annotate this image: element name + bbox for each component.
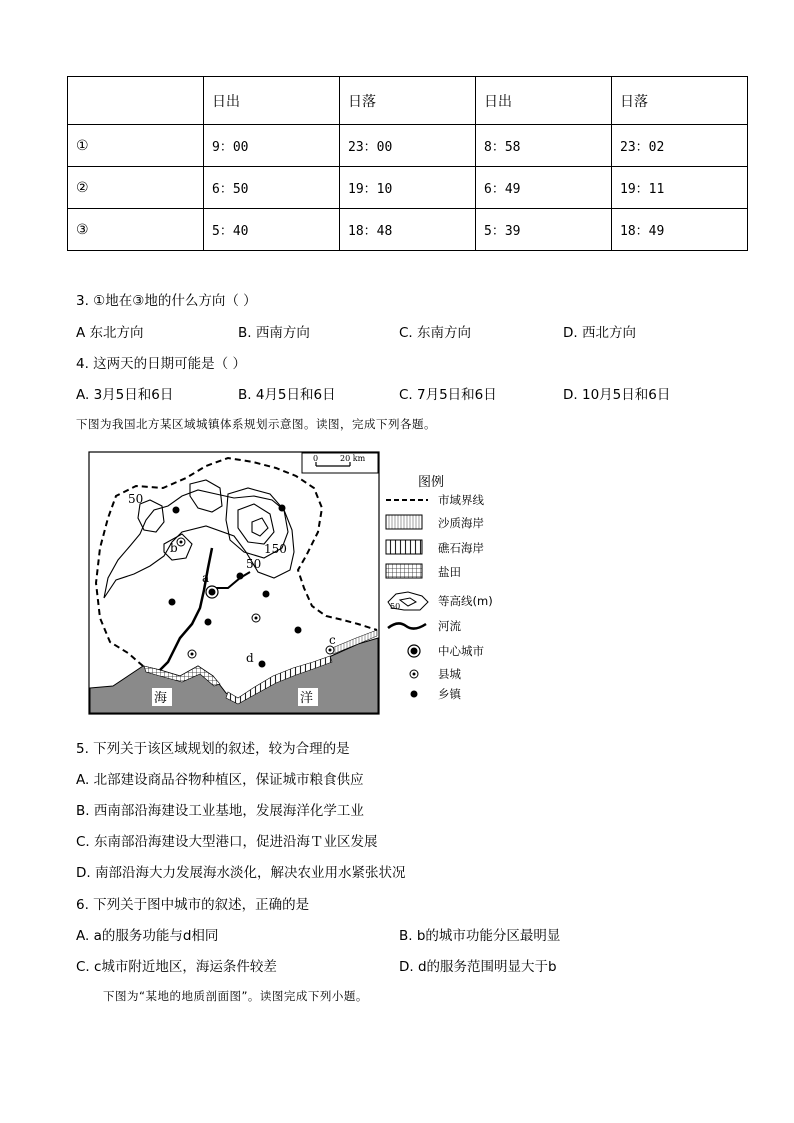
table-cell: 19：10 (340, 167, 476, 209)
row-label: ③ (68, 209, 204, 251)
legend-label: 礁石海岸 (438, 541, 484, 555)
legend-symbol-township (411, 691, 418, 698)
q3-stem: 3. ①地在③地的什么方向（ ） (76, 293, 257, 309)
q3-option-a[interactable]: A 东北方向 (76, 325, 144, 341)
q3-option-b[interactable]: B. 西南方向 (238, 325, 310, 341)
legend-symbol-river (388, 623, 426, 628)
urban-planning-map (88, 448, 494, 718)
table-row (68, 209, 748, 251)
table-header-row (68, 77, 748, 125)
table-cell: 19：11 (612, 167, 748, 209)
table-cell: 6：50 (204, 167, 340, 209)
township-dot (295, 627, 302, 634)
map-legend (386, 475, 493, 701)
township-dot (263, 591, 270, 598)
sea-label: 海 (154, 691, 168, 706)
q5-stem: 5. 下列关于该区域规划的叙述，较为合理的是 (76, 741, 350, 757)
table-cell: 23：02 (612, 125, 748, 167)
label-c: c (329, 633, 336, 647)
q6-option-d[interactable]: D. d的服务范围明显大于b (399, 959, 557, 975)
central-city-a-center (209, 589, 216, 596)
table-header-cell: 日出 (476, 77, 612, 125)
table-cell: 5：40 (204, 209, 340, 251)
table-header-cell: 日出 (204, 77, 340, 125)
table-cell: 8：58 (476, 125, 612, 167)
q5-option-c[interactable]: C. 东南部沿海建设大型港口，促进沿海Ｔ业区发展 (76, 834, 378, 850)
q6-option-c[interactable]: C. c城市附近地区，海运条件较差 (76, 959, 277, 975)
q6-option-a[interactable]: A. a的服务功能与d相同 (76, 928, 219, 944)
legend-label: 盐田 (438, 565, 461, 579)
county-town-b-center (180, 541, 183, 544)
scale-zero: 0 (313, 454, 319, 463)
contour-label: 50 (128, 492, 144, 506)
label-a: a (202, 571, 210, 585)
q4-option-c[interactable]: C. 7月5日和6日 (399, 387, 497, 403)
label-b: b (170, 541, 178, 555)
q4-stem: 4. 这两天的日期可能是（ ） (76, 356, 246, 372)
q5-option-b[interactable]: B. 西南部沿海建设工业基地，发展海洋化学工业 (76, 803, 364, 819)
legend-symbol-rocky (386, 540, 422, 554)
legend-label: 县城 (438, 667, 461, 681)
legend-label: 等高线(m) (438, 594, 493, 608)
legend-label: 中心城市 (438, 644, 484, 658)
legend-label: 沙质海岸 (438, 516, 484, 530)
legend-contour-value: 50 (390, 602, 401, 611)
q5-option-a[interactable]: A. 北部建设商品谷物种植区，保证城市粮食供应 (76, 772, 364, 788)
table-row (68, 167, 748, 209)
table-header-cell (68, 77, 204, 125)
sunrise-sunset-table (67, 76, 748, 251)
county-town-c-center (329, 649, 332, 652)
table-cell: 23：00 (340, 125, 476, 167)
township-dot (259, 661, 266, 668)
q4-option-a[interactable]: A. 3月5日和6日 (76, 387, 174, 403)
table-row (68, 125, 748, 167)
q3-option-c[interactable]: C. 东南方向 (399, 325, 472, 341)
table-header-cell: 日落 (612, 77, 748, 125)
table-cell: 9：00 (204, 125, 340, 167)
q6-stem: 6. 下列关于图中城市的叙述，正确的是 (76, 897, 310, 913)
legend-label: 河流 (438, 619, 461, 633)
legend-symbol-central-city-dot (411, 648, 418, 655)
sea-label: 洋 (300, 691, 314, 706)
scale-label: 20 km (340, 454, 366, 463)
county-town-center (255, 617, 258, 620)
q4-option-b[interactable]: B. 4月5日和6日 (238, 387, 336, 403)
table-cell: 6：49 (476, 167, 612, 209)
q5-option-d[interactable]: D. 南部沿海大力发展海水淡化，解决农业用水紧张状况 (76, 865, 406, 881)
row-label: ② (68, 167, 204, 209)
q6-option-b[interactable]: B. b的城市功能分区最明显 (399, 928, 561, 944)
legend-symbol-sandy (386, 515, 422, 529)
contour-label: 150 (264, 542, 287, 556)
legend-title: 图例 (418, 475, 445, 490)
township-dot (279, 505, 286, 512)
county-town-center (191, 653, 194, 656)
row-label: ① (68, 125, 204, 167)
table-cell: 18：48 (340, 209, 476, 251)
legend-label: 乡镇 (438, 687, 461, 701)
township-dot (205, 619, 212, 626)
township-dot (173, 507, 180, 514)
profile-intro: 下图为“某地的地质剖面图”。读图完成下列小题。 (103, 989, 368, 1003)
q4-option-d[interactable]: D. 10月5日和6日 (563, 387, 671, 403)
table-cell: 18：49 (612, 209, 748, 251)
legend-label: 市域界线 (438, 493, 484, 507)
label-d: d (246, 651, 254, 665)
legend-symbol-saltfield (386, 564, 422, 578)
table-cell: 5：39 (476, 209, 612, 251)
township-dot (237, 573, 244, 580)
township-dot (169, 599, 176, 606)
legend-symbol-county-dot (413, 673, 416, 676)
q3-option-d[interactable]: D. 西北方向 (563, 325, 636, 341)
map-intro: 下图为我国北方某区域城镇体系规划示意图。读图，完成下列各题。 (76, 417, 436, 431)
contour-label: 50 (246, 557, 262, 571)
table-header-cell: 日落 (340, 77, 476, 125)
